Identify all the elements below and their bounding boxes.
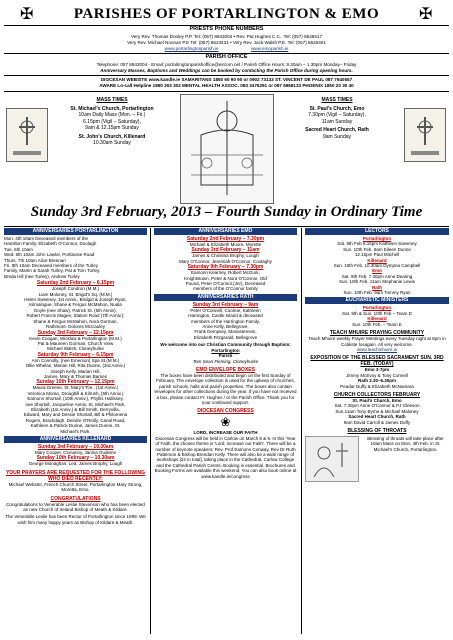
anniversary-line: Ann Connolly, (nee Emerson) Spa St.(M.M.) — [31, 357, 120, 363]
anniversary-line: Michael Walsh, Cloneyhurke — [47, 346, 104, 352]
divider — [4, 91, 449, 92]
anniversary-line: Pat & Maureen Gorman, Church View — [37, 340, 114, 346]
collector-church: Sacred Heart Church, Rath — [348, 414, 406, 420]
anniversary-line: Joseph Condron (M.M.) — [51, 286, 100, 292]
exposition-place: Rath 2.30–6.30pm — [357, 378, 397, 384]
parish-subhead: Emo — [372, 268, 382, 274]
section-band: LECTORS — [305, 228, 449, 235]
sunday-title: Sunday 3rd February, 2013 – Fourth Sunday in Ordinary Time — [30, 204, 423, 220]
baptism-parish: Portarlington — [211, 347, 240, 353]
column-right — [305, 228, 449, 482]
anniversary-line: Maura Greene, St. Mary's Tce., (1st Anniv.) — [32, 385, 119, 391]
section-heading: Saturday 2nd February – 6.15pm — [36, 280, 115, 287]
section-heading: Saturday 2nd February – 7.30pm — [186, 236, 265, 242]
mass-time: 9am Sunday — [322, 133, 352, 140]
blessing-text: Blessing of throats will take place after 10am Mass on Mon. 4th Feb. in St. Michael's Church, Portarlington. — [367, 435, 444, 452]
column-divider — [150, 228, 151, 634]
section-band: ANNIVERSARIES RATH — [154, 294, 297, 301]
anniversary-line: Edward, Mary and Dessie Shortall, Bill & Philomena — [23, 412, 128, 418]
lector-line: Sun. 10th Feb. 11am Stephanie Lewis — [339, 279, 415, 285]
church-name: St. Michael's Church, Portarlington — [70, 105, 154, 112]
section-heading: EXPOSITION OF THE BLESSED SACRAMENT SUN. 3RD FEB. (TODAY) — [310, 355, 444, 368]
mass-time: 11am Sunday — [321, 118, 353, 125]
section-heading: Sunday 10th February – 10.30am — [36, 455, 115, 462]
collector-line: Sun.11am Tony Byrne & Michael Maloney — [335, 408, 419, 414]
mass-time: 7.30pm (Vigil – Saturday), — [308, 112, 366, 118]
anniversary-line: nee Shortall, Jacqueline Annis, St. Michael's Park, — [25, 401, 126, 407]
mass-time: 10am Daily Mass (Mon. – Fri.) — [78, 112, 146, 118]
anniversary-line: Knightstown, Peter & Nora O'Connor, Old — [184, 275, 267, 281]
envelope-text: The boxes have been distributed and begin on the first Sunday of February. The envelope collection is used for the upkeep of churches, parish schools, halls and parish properties. The boxes also contain envelopes for other collections during the year. If you have not received a box, please contact Fr. Hughes / or the Parish Office. Thank you for your continued support. — [154, 372, 297, 405]
lector-line: Sat. 9th Feb. 7.30pm Anne Dearing — [341, 273, 413, 279]
anniversary-line: Robert Francis Magee, Station Road (7th Anniv.); — [26, 313, 125, 319]
prayers-text: Michael Webster, French Church Street, Portarlington Mary Strong, Moretta, Emo. — [8, 481, 143, 493]
congress-text: Diocesan Congress will be held in Carlow on March 8 & 9. In this 'Year of Faith, the chosen theme is 'Lord, increase our Faith'. There will be a number of keynote speakers: Rev. Prof Eamonn Conway, Rev Dr Ruth Patterson & Bishop Brendan Kelly. There will also be a wide range of workshops [22 in total], taking place in the Cathedral, Carlow College and the Cathedral Parish Centre. Booking is essential. Brochures and Booking Forms are available this weekend. You can also book online at www.kandle.ie/congress — [154, 435, 297, 479]
section-heading: Sunday 10th February – 12.15pm — [36, 379, 115, 386]
office-title: PARISH OFFICE — [205, 54, 248, 60]
congress-theme: LORD, INCREASE OUR FAITH — [193, 430, 258, 436]
office-line: Telephone: 057 8643004 - Email: portarlingtonparishoffice@eircom.net / Parish Office Hours: 9.30am – 1.30pm Monday– Friday — [96, 62, 357, 67]
collector-line: 9am David Carroll & James Duffy — [343, 419, 411, 425]
section-heading: Saturday 9th February – 7.30pm — [187, 264, 264, 271]
lector-line: Sun. 10th Feb. 9am Tommy Ryan — [343, 290, 411, 296]
anniversary-line: Mary O'Connor, Jeremiah O'Connor, Coolaghy — [179, 258, 272, 264]
church-name: St. Paul's Church, Emo — [309, 105, 365, 112]
anniversary-line: Wed. 6th 10am John Lawlor, Portlaoise Road — [4, 252, 95, 258]
anniversary-line: Michael & Elizabeth Moore, Morette — [189, 242, 262, 247]
parish-subhead: Killenard — [367, 257, 387, 263]
congrats-text: Congratulations to Venerable Leslie Stevenson who has been elected as new Church of Ireland Bishop of Meath & Kildare. — [6, 501, 145, 513]
parish-subhead: Killenard — [367, 316, 387, 322]
cross-icon: ✠ — [419, 6, 433, 23]
column-middle — [154, 228, 297, 479]
anniversary-line: George Monaghan, Lea, James Brophy, Lough — [28, 461, 123, 467]
dove-icon: ❀ — [220, 415, 231, 430]
lector-line: 12.15pm Paul Mitchell — [354, 252, 400, 258]
anniversary-line: Veronica Moran, Droughill & Kilrush, (5th Anniv.) — [27, 390, 124, 396]
contacts-line: AWARE Lo-call Helpline 1890 303 302 MENTAL HEALTH ASSOC. 083 3476291 or 087 6968133 PHOENIX 1850 20 30 40 — [99, 83, 354, 88]
anniversary-line: Rathmore. Dolores McCauley — [45, 324, 106, 330]
divider — [4, 75, 449, 76]
column-left — [4, 228, 147, 525]
section-heading: EMO ENVELOPE BOXES — [196, 366, 255, 373]
anniversary-line: Eamonn Shortall, (10th Anniv.), Phyllis Hallissey, — [27, 396, 124, 402]
stained-glass-image — [180, 94, 274, 204]
anniversary-line: Tue. 5th 10am — [4, 246, 33, 252]
anniversary-line: members of the O'Connor family — [193, 286, 258, 292]
anniversary-line: Pound, Peter O'Connor,(Jnr), Deceased — [185, 281, 266, 287]
section-band: ANNIVERSARIES PORTARLINGTON — [4, 228, 147, 235]
anniversary-line: Kathleen & Patrick Dunne, James Dunne, St. — [30, 423, 121, 429]
anniversary-note: Anniversary Masses, Baptisms and Weddings can be booked by contacting the Parish Office during opening hours. — [100, 68, 353, 73]
section-heading: Saturday 9th February – 6.15pm — [37, 351, 114, 358]
anniversary-line: Peter O'Connell, Coolroe, Kathleen — [190, 307, 261, 313]
section-heading: Sunday 3rd February – 12.15pm — [37, 329, 114, 336]
anniversary-line: Shane & Fergus McMahon, Nora Gorman, — [33, 318, 118, 324]
anniversary-line: Family, Martin & Sarah Turley, Pat & Tom Turley, — [4, 268, 101, 274]
anniversary-line: Breda Hill (nee Turley), Andrew Turley — [4, 273, 80, 279]
section-heading: CONGRATULATIONS — [50, 495, 101, 502]
mass-times-title: MASS TIMES — [96, 97, 128, 103]
congrats-text: The Venerable Leslie has been Rector of Portarlington since 1999. We wish him many happy years as Bishop of Kildare & Meath. — [5, 514, 146, 525]
priests-title: PRIESTS PHONE NUMBERS — [189, 26, 264, 32]
baptism-parish: Parish — [218, 353, 233, 359]
anniversary-line: Elizabeth (1st Anniv.) & Bill Smith, Derryvilla, — [31, 406, 120, 412]
anniversary-line: Kilmalogue, Shane & Fergus McMahon, Nuala — [29, 302, 122, 308]
section-heading: DIOCESAN CONGRESS — [197, 408, 254, 415]
anniversary-line: James, Mary & Thomas Barnes — [44, 373, 107, 379]
priest-line: Very Rev. Michael Noonan P.E Tel: (057) 8623431 • Very Rev. Jack Walsh P.E. Tel: (057) 8626401 — [127, 40, 326, 45]
collector-line: Sat. 7.30pm Anne O'Connor & PJ Gleeson — [334, 403, 420, 409]
teach-website-link[interactable]: www.teachmhuire.ie — [356, 346, 398, 352]
anniversary-line: Elizabeth Fitzgerald, Bellegrove — [193, 334, 258, 340]
mass-time: 9am & 12.15pm Sunday — [85, 125, 139, 131]
anniversary-line: Mary Cooper, Clonanny, Janina Gudiene — [35, 450, 116, 455]
exposition-line: Peadar Duffy & Elizabeth McNamara — [340, 383, 414, 389]
lector-line: Sat. 9th Feb 6.15pm Kathleen Sweeney — [337, 241, 417, 247]
anniversary-line: Ollie Whelan, Marian Hill, Rita Dunne, (3rd Anniv.) — [25, 363, 126, 369]
anniversary-line: Doyle (nee Shaw), Patrick St. (5th Anniv), — [34, 307, 117, 313]
divider — [4, 226, 449, 227]
contacts-line: DIOCESAN WEBSITE www.kandle.ie SAMARITANS 1850 60 90 90 or 0902 73133 ST. VINCENT DE PAUL 087 7640557 — [100, 77, 353, 82]
minister-line: Sun. 10th Feb. – Team E — [352, 321, 402, 327]
collector-church: St. Paul's Church, Emo — [352, 397, 402, 403]
exposition-place: Emo 3-7pm — [364, 367, 390, 373]
exposition-line: Jimmy McEvoy & Tony Connell — [346, 372, 408, 378]
anniversary-line: Helen Sweeney, 1st Anniv., Bridgid & Joseph Ryan, — [24, 297, 127, 303]
anniversary-line: James & Christina Brophy, Lough — [192, 253, 259, 259]
baptism-welcome: We welcome into our Christian Community through Baptism: — [160, 342, 291, 348]
lector-line: Sun. 10th Feb. 10.30am Dympna Campbell — [333, 263, 421, 269]
section-band: ANNIVERSARIES EMO — [154, 228, 297, 235]
anniversary-line: Thurs. 7th 10am Alice Brennan — [4, 257, 66, 263]
lector-line: Sun. 10th Feb. 9am Eileen Dunne — [343, 246, 411, 252]
section-heading: YOUR PRAYERS ARE REQUESTED FOR THE FOLLOWING WHO DIED RECENTLY: — [5, 469, 146, 482]
church-name: St. John's Church, Killenard — [78, 133, 146, 140]
mass-time: 10.30am Sunday — [93, 140, 131, 146]
section-band: ANNIVERSARIES KILLENARD — [4, 436, 147, 443]
parish-subhead: Portarlington — [362, 236, 392, 241]
anniversary-line: Harrington, Castle Island & deceased — [188, 313, 263, 319]
anniversary-line: Michael's Park. — [60, 428, 91, 434]
anniversary-line: Liam Moloney, St. Brigid's Sq. (M.M.) — [38, 291, 113, 297]
section-band: EUCHARISTIC MINISTERS — [305, 297, 449, 304]
anniversary-line: Frank Dempsey, Monasterevin, — [194, 329, 257, 335]
mass-time: 6.15pm (Vigil – Saturday), — [83, 118, 141, 125]
minister-line: Sat. 9th & Sun. 10th Feb – Team D — [342, 310, 412, 316]
column-divider — [301, 228, 302, 634]
year-of-faith-logo — [404, 108, 446, 162]
anniversary-line: Eamonn Kearney, Robert McGurk, — [191, 270, 260, 276]
blessing-image — [305, 436, 359, 482]
baptism-name: Tom Sean Fleming, Cloneyhurke — [192, 358, 259, 364]
anniversary-line: Fri. 8th 10am Deceased members of the Turley — [4, 263, 99, 269]
parish-subhead: Portarlington — [362, 305, 392, 311]
anniversary-line: Hamilton Family, Elizabeth O'Connor, Doolagh — [4, 241, 97, 247]
section-heading: TEACH MHUIRE PRAYING COMMUNITY — [329, 330, 425, 337]
section-heading: BLESSING OF THROATS — [347, 427, 407, 434]
section-heading: Sunday 3rd February – 11am — [191, 247, 260, 254]
year-of-faith-logo — [6, 108, 48, 162]
parish-subhead: Rath — [372, 284, 382, 290]
parish-website-link[interactable]: www.portarlingtonparish.ie — [164, 46, 219, 51]
priest-line: Very Rev. Thomas Dooley P.P. Tel: (057) 8643004 • Rev. Pat Hughes C.C.. Tel: (057) 8646517 — [131, 34, 322, 39]
mass-times-title: MASS TIMES — [321, 97, 353, 103]
anniversary-line: Anne Kelly, Bellegrove, — [202, 324, 249, 330]
anniversary-line: Joseph Kelly, Marian Hill, — [50, 368, 101, 374]
section-heading: Sunday 3rd February – 10.30am — [37, 444, 114, 450]
emo-website-link[interactable]: www.emoparish.ie — [251, 46, 289, 51]
anniversary-line: Kevin Coogan, Wicklow & Portarlington (M.M.) — [29, 335, 122, 341]
church-name: Sacred Heart Church, Rath — [305, 127, 369, 133]
section-heading: CHURCH COLLECTORS FEBRUARY — [333, 391, 421, 398]
page-title: PARISHES OF PORTARLINGTON & EMO — [73, 6, 380, 22]
cross-icon: ✠ — [20, 6, 34, 23]
teach-text: Teach Mhuire weekly Prayer Meetings every Tuesday night at 8pm in Coláiste Íosagain. All very welcome. — [308, 336, 446, 347]
anniversary-line: Rogers, Brackdagh, Deirdre O'Reilly, Canal Road, — [25, 417, 126, 423]
anniversary-line: members of the Harrington Family, — [191, 318, 260, 324]
anniversary-line: Mon. 4th 10am Deceased members of the — [4, 236, 89, 241]
section-heading: Sunday 3rd February – 9am — [192, 301, 259, 308]
